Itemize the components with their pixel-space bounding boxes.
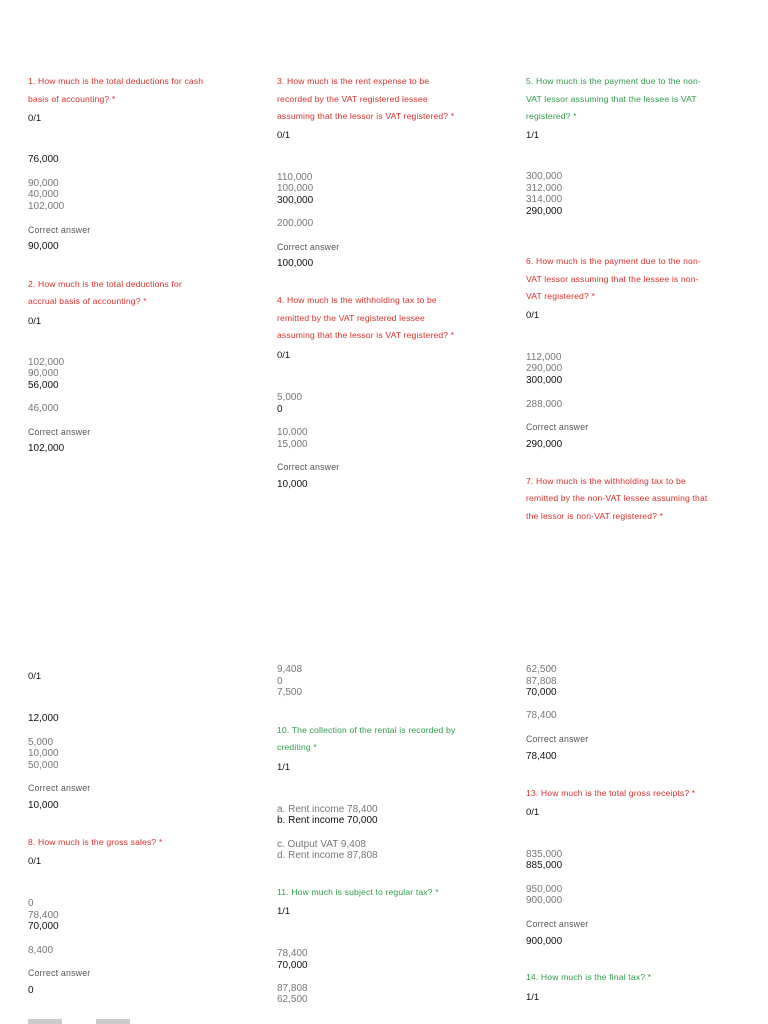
- question-12-correct-answer: 78,400: [526, 751, 557, 762]
- question-11-line-1: 11. How much is subject to regular tax? *: [277, 887, 439, 897]
- question-14-line-1: 14. How much is the final tax? *: [526, 972, 652, 982]
- question-8-option[interactable]: 78,400: [28, 910, 59, 921]
- question-2-option[interactable]: 90,000: [28, 368, 59, 379]
- question-3-line-1: 3. How much is the rent expense to be: [277, 76, 430, 86]
- page-footer-fragment: [28, 1019, 198, 1024]
- question-8-score: 0/1: [28, 856, 42, 867]
- question-10-option[interactable]: c. Output VAT 9,408: [277, 839, 366, 850]
- question-6-option[interactable]: 112,000: [526, 352, 562, 363]
- correct-answer-label: Correct answer: [28, 225, 91, 235]
- question-3-correct-answer: 100,000: [277, 258, 314, 269]
- question-6-line-3: VAT registered? *: [526, 291, 595, 301]
- question-5-line-2: VAT lessor assuming that the lessee is VAT: [526, 94, 697, 104]
- question-10-line-1: 10. The collection of the rental is recorded by: [277, 725, 456, 735]
- question-5-line-1: 5. How much is the payment due to the non-: [526, 76, 701, 86]
- question-7-line-2: remitted by the non-VAT lessee assuming that: [526, 493, 708, 503]
- correct-answer-label: Correct answer: [28, 968, 91, 978]
- question-13-option[interactable]: 835,000: [526, 849, 563, 860]
- question-7-correct-answer: 10,000: [28, 800, 59, 811]
- question-4-score: 0/1: [277, 350, 291, 361]
- question-6-line-2: VAT lessor assuming that the lessee is non-: [526, 274, 699, 284]
- question-9-option[interactable]: 7,500: [277, 687, 303, 698]
- question-13-correct-answer: 900,000: [526, 936, 563, 947]
- question-10-option[interactable]: d. Rent income 87,808: [277, 850, 378, 861]
- question-7-line-3: the lessor is non-VAT registered? *: [526, 511, 664, 521]
- question-4-line-2: remitted by the VAT registered lessee: [277, 313, 425, 323]
- question-5-option[interactable]: 290,000: [526, 206, 563, 217]
- question-5-option[interactable]: 312,000: [526, 183, 563, 194]
- correct-answer-label: Correct answer: [28, 783, 91, 793]
- question-6-score: 0/1: [526, 310, 540, 321]
- question-1-option[interactable]: 102,000: [28, 201, 65, 212]
- question-11-score: 1/1: [277, 906, 291, 917]
- question-5-score: 1/1: [526, 130, 540, 141]
- question-1-correct-answer: 90,000: [28, 241, 59, 252]
- question-6-correct-answer: 290,000: [526, 439, 563, 450]
- question-3-line-3: assuming that the lessor is VAT registered? *: [277, 111, 455, 121]
- question-7-option[interactable]: 5,000: [28, 737, 54, 748]
- question-13-option[interactable]: 900,000: [526, 895, 563, 906]
- question-12-option[interactable]: 87,808: [526, 676, 557, 687]
- question-13-line-1: 13. How much is the total gross receipts? *: [526, 788, 696, 798]
- question-3-option[interactable]: 110,000: [277, 172, 313, 183]
- question-8-line-1: 8. How much is the gross sales? *: [28, 837, 163, 847]
- correct-answer-label: Correct answer: [28, 427, 91, 437]
- question-9-option[interactable]: 9,408: [277, 664, 303, 675]
- question-11-option[interactable]: 62,500: [277, 994, 308, 1005]
- question-5-option[interactable]: 300,000: [526, 171, 563, 182]
- question-3-score: 0/1: [277, 130, 291, 141]
- question-7-line-1: 7. How much is the withholding tax to be: [526, 476, 686, 486]
- question-2-line-2: accrual basis of accounting? *: [28, 296, 147, 306]
- question-6-option[interactable]: 300,000: [526, 375, 563, 386]
- correct-answer-label: Correct answer: [526, 919, 589, 929]
- question-5-line-3: registered? *: [526, 111, 577, 121]
- question-1-option[interactable]: 40,000: [28, 189, 59, 200]
- question-8-option[interactable]: 70,000: [28, 921, 59, 932]
- question-4-option[interactable]: 5,000: [277, 392, 303, 403]
- question-14-score: 1/1: [526, 992, 540, 1003]
- question-4-correct-answer: 10,000: [277, 479, 308, 490]
- question-7-score: 0/1: [28, 671, 42, 682]
- question-3-option[interactable]: 200,000: [277, 218, 314, 229]
- question-3-option[interactable]: 100,000: [277, 183, 314, 194]
- question-10-option[interactable]: b. Rent income 70,000: [277, 815, 378, 826]
- question-8-option[interactable]: 8,400: [28, 945, 54, 956]
- question-1-line-1: 1. How much is the total deductions for cash: [28, 76, 204, 86]
- question-7-option[interactable]: 12,000: [28, 713, 59, 724]
- question-2-option[interactable]: 56,000: [28, 380, 59, 391]
- question-8-option[interactable]: 0: [28, 898, 34, 909]
- question-11-option[interactable]: 78,400: [277, 948, 308, 959]
- question-3-option[interactable]: 300,000: [277, 195, 314, 206]
- question-1-score: 0/1: [28, 113, 42, 124]
- question-10-option[interactable]: a. Rent income 78,400: [277, 804, 378, 815]
- question-10-line-2: crediting *: [277, 742, 317, 752]
- question-10-score: 1/1: [277, 762, 291, 773]
- question-3-line-2: recorded by the VAT registered lessee: [277, 94, 428, 104]
- question-7-option[interactable]: 10,000: [28, 748, 59, 759]
- question-4-option[interactable]: 15,000: [277, 439, 308, 450]
- question-6-line-1: 6. How much is the payment due to the non-: [526, 256, 701, 266]
- question-8-correct-answer: 0: [28, 985, 34, 996]
- question-1-option[interactable]: 90,000: [28, 178, 59, 189]
- correct-answer-label: Correct answer: [277, 242, 340, 252]
- question-1-option[interactable]: 76,000: [28, 154, 59, 165]
- question-2-option[interactable]: 46,000: [28, 403, 59, 414]
- question-12-option[interactable]: 62,500: [526, 664, 557, 675]
- correct-answer-label: Correct answer: [277, 462, 340, 472]
- question-6-option[interactable]: 288,000: [526, 399, 563, 410]
- question-1-line-2: basis of accounting? *: [28, 94, 116, 104]
- question-4-line-1: 4. How much is the withholding tax to be: [277, 295, 437, 305]
- question-2-option[interactable]: 102,000: [28, 357, 65, 368]
- question-12-option[interactable]: 70,000: [526, 687, 557, 698]
- question-9-option[interactable]: 0: [277, 676, 283, 687]
- question-13-score: 0/1: [526, 807, 540, 818]
- question-7-option[interactable]: 50,000: [28, 760, 59, 771]
- question-13-option[interactable]: 950,000: [526, 884, 563, 895]
- question-4-option[interactable]: 0: [277, 404, 283, 415]
- question-6-option[interactable]: 290,000: [526, 363, 563, 374]
- question-5-option[interactable]: 314,000: [526, 194, 563, 205]
- question-11-option[interactable]: 87,808: [277, 983, 308, 994]
- correct-answer-label: Correct answer: [526, 422, 589, 432]
- question-4-line-3: assuming that the lessor is VAT registered? *: [277, 330, 455, 340]
- question-2-line-1: 2. How much is the total deductions for: [28, 279, 182, 289]
- question-13-option[interactable]: 885,000: [526, 860, 563, 871]
- question-2-score: 0/1: [28, 316, 42, 327]
- question-4-option[interactable]: 10,000: [277, 427, 308, 438]
- question-11-option[interactable]: 70,000: [277, 960, 308, 971]
- correct-answer-label: Correct answer: [526, 734, 589, 744]
- question-12-option[interactable]: 78,400: [526, 710, 557, 721]
- question-2-correct-answer: 102,000: [28, 443, 65, 454]
